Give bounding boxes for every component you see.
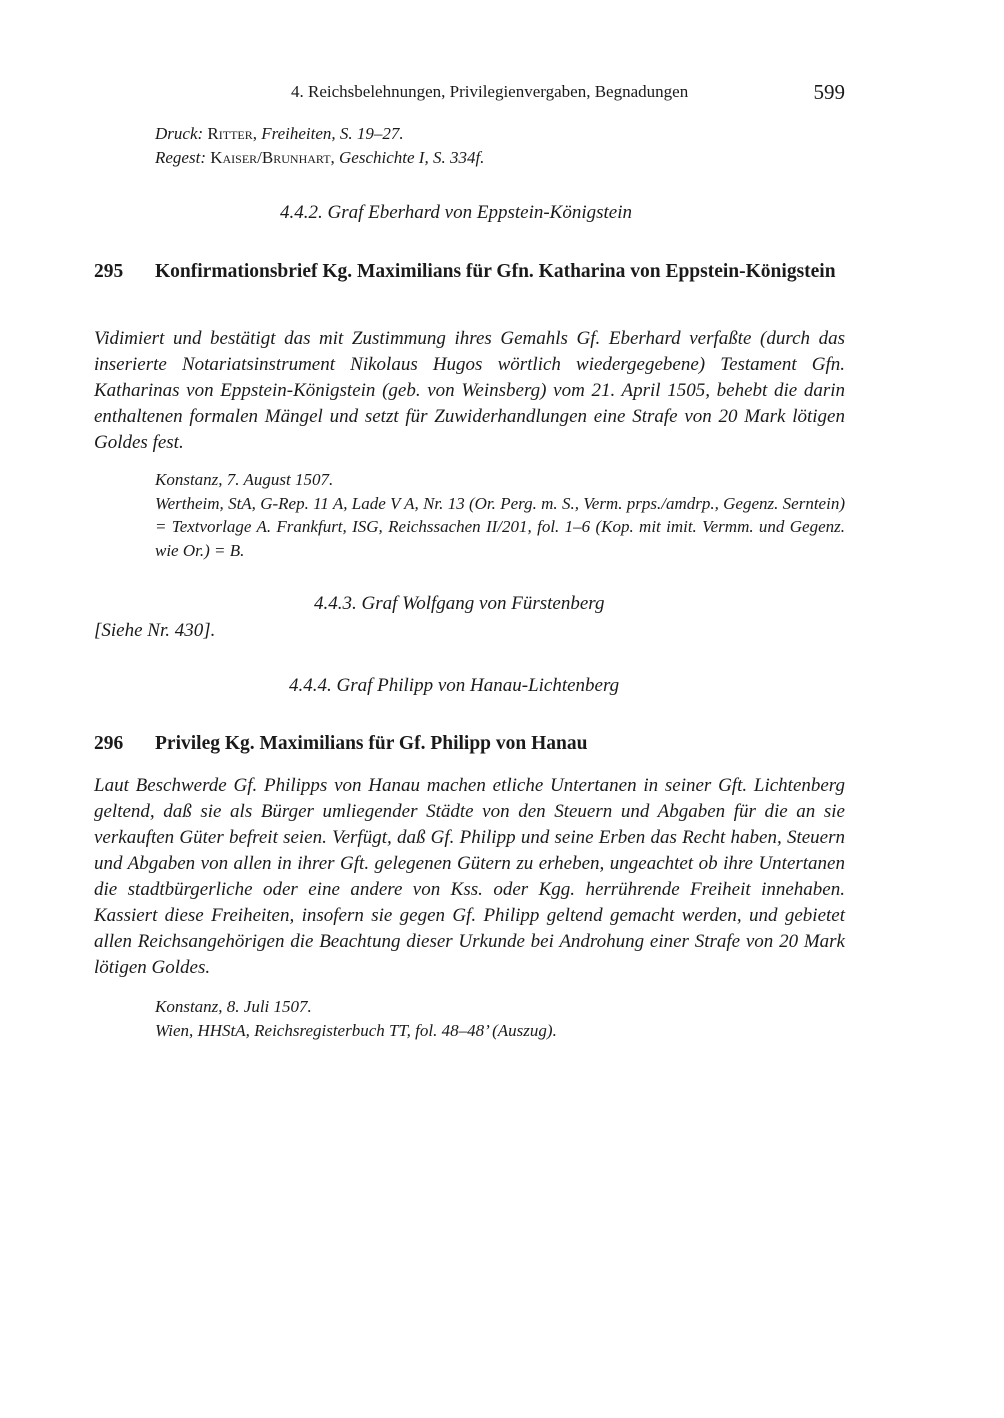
- previous-entry-bibliography: [155, 122, 845, 169]
- running-title: 4. Reichsbelehnungen, Privilegienvergaben, Begnadungen: [291, 82, 689, 101]
- regest-295: Vidimiert und bestätigt das mit Zustimmung ihres Gemahls Gf. Eberhard verfaßte (durch das inserierte Notariatsinstrument Nikolaus Hugos wörtlich wiedergegebene) Testament Gfn. Katharinas von Eppstein-Königstein (geb. von Weinsberg) vom 21. April 1505, behebt die darin enthaltenen formalen Mängel und setzt für Zuwiderhandlungen eine Strafe von 20 Mark lötigen Goldes fest.: [94, 328, 845, 453]
- document-source: Wertheim, StA, G-Rep. 11 A, Lade V A, Nr. 13 (Or. Perg. m. S., Verm. prps./amdrp., Gegenz. Serntein) = Textvorlage A. Frankfurt, ISG, Reichssachen II/201, fol. 1–6 (Kop. mit imit. Vermm. und Gegenz. wie Or.) = B.: [155, 493, 845, 560]
- druck-label: Druck:: [155, 124, 204, 143]
- regest-label: Regest:: [155, 147, 206, 167]
- document-title: Privileg Kg. Maximilians für Gf. Philipp von Hanau: [155, 733, 588, 754]
- document-heading-296: [94, 731, 845, 756]
- section-heading-4-4-2: 4.4.2. Graf Eberhard von Eppstein-Königstein: [280, 202, 633, 223]
- regest-work: Geschichte I, S. 334f.: [339, 147, 485, 167]
- document-number: 296: [94, 733, 124, 754]
- page-number: 599: [813, 80, 845, 104]
- druck-line: [155, 122, 845, 146]
- document-number: 295: [94, 261, 124, 282]
- regest-296: Laut Beschwerde Gf. Philipps von Hanau machen etliche Untertanen in seiner Gft. Lichtenberg geltend, daß sie als Bürger umliegender Städte von den Steuern und Abgaben für die an sie verkauften Güter befreit seien. Verfügt, daß Gf. Philipp und seine Erben das Recht haben, Steuern und Abgaben von allen in ihrer Gft. gelegenen Gütern zu erheben, ungeachtet ob ihre Untertanen die stadtbürgerliche oder eine andere von Kss. oder Kgg. herrührende Freiheit innehaben. Kassiert diese Freiheiten, insofern sie gegen Gf. Philipp geltend gemacht werden, und gebietet allen Reichsangehörigen die Beachtung dieser Urkunde bei Androhung einer Strafe von 20 Mark lötigen Goldes.: [94, 775, 845, 978]
- source-block-295: [155, 468, 845, 562]
- section-heading-4-4-3: 4.4.3. Graf Wolfgang von Fürstenberg: [314, 593, 605, 614]
- source-block-296: [155, 995, 845, 1042]
- section-heading-4-4-4: 4.4.4. Graf Philipp von Hanau-Lichtenberg: [289, 675, 620, 696]
- cross-reference: [Siehe Nr. 430].: [94, 620, 216, 641]
- druck-work: Freiheiten, S. 19–27.: [261, 124, 404, 143]
- druck-author: Ritter,: [207, 124, 257, 143]
- document-source: Wien, HHStA, Reichsregisterbuch TT, fol. 48–48’ (Auszug).: [155, 1020, 557, 1040]
- document-date: Konstanz, 8. Juli 1507.: [155, 997, 312, 1016]
- document-date: Konstanz, 7. August 1507.: [155, 470, 334, 489]
- document-heading-295: [94, 259, 845, 284]
- document-title: Konfirmationsbrief Kg. Maximilians für Gfn. Katharina von Eppstein-Königstein: [155, 261, 836, 282]
- regest-line: [155, 146, 845, 170]
- regest-author: Kaiser/Brunhart,: [210, 147, 335, 167]
